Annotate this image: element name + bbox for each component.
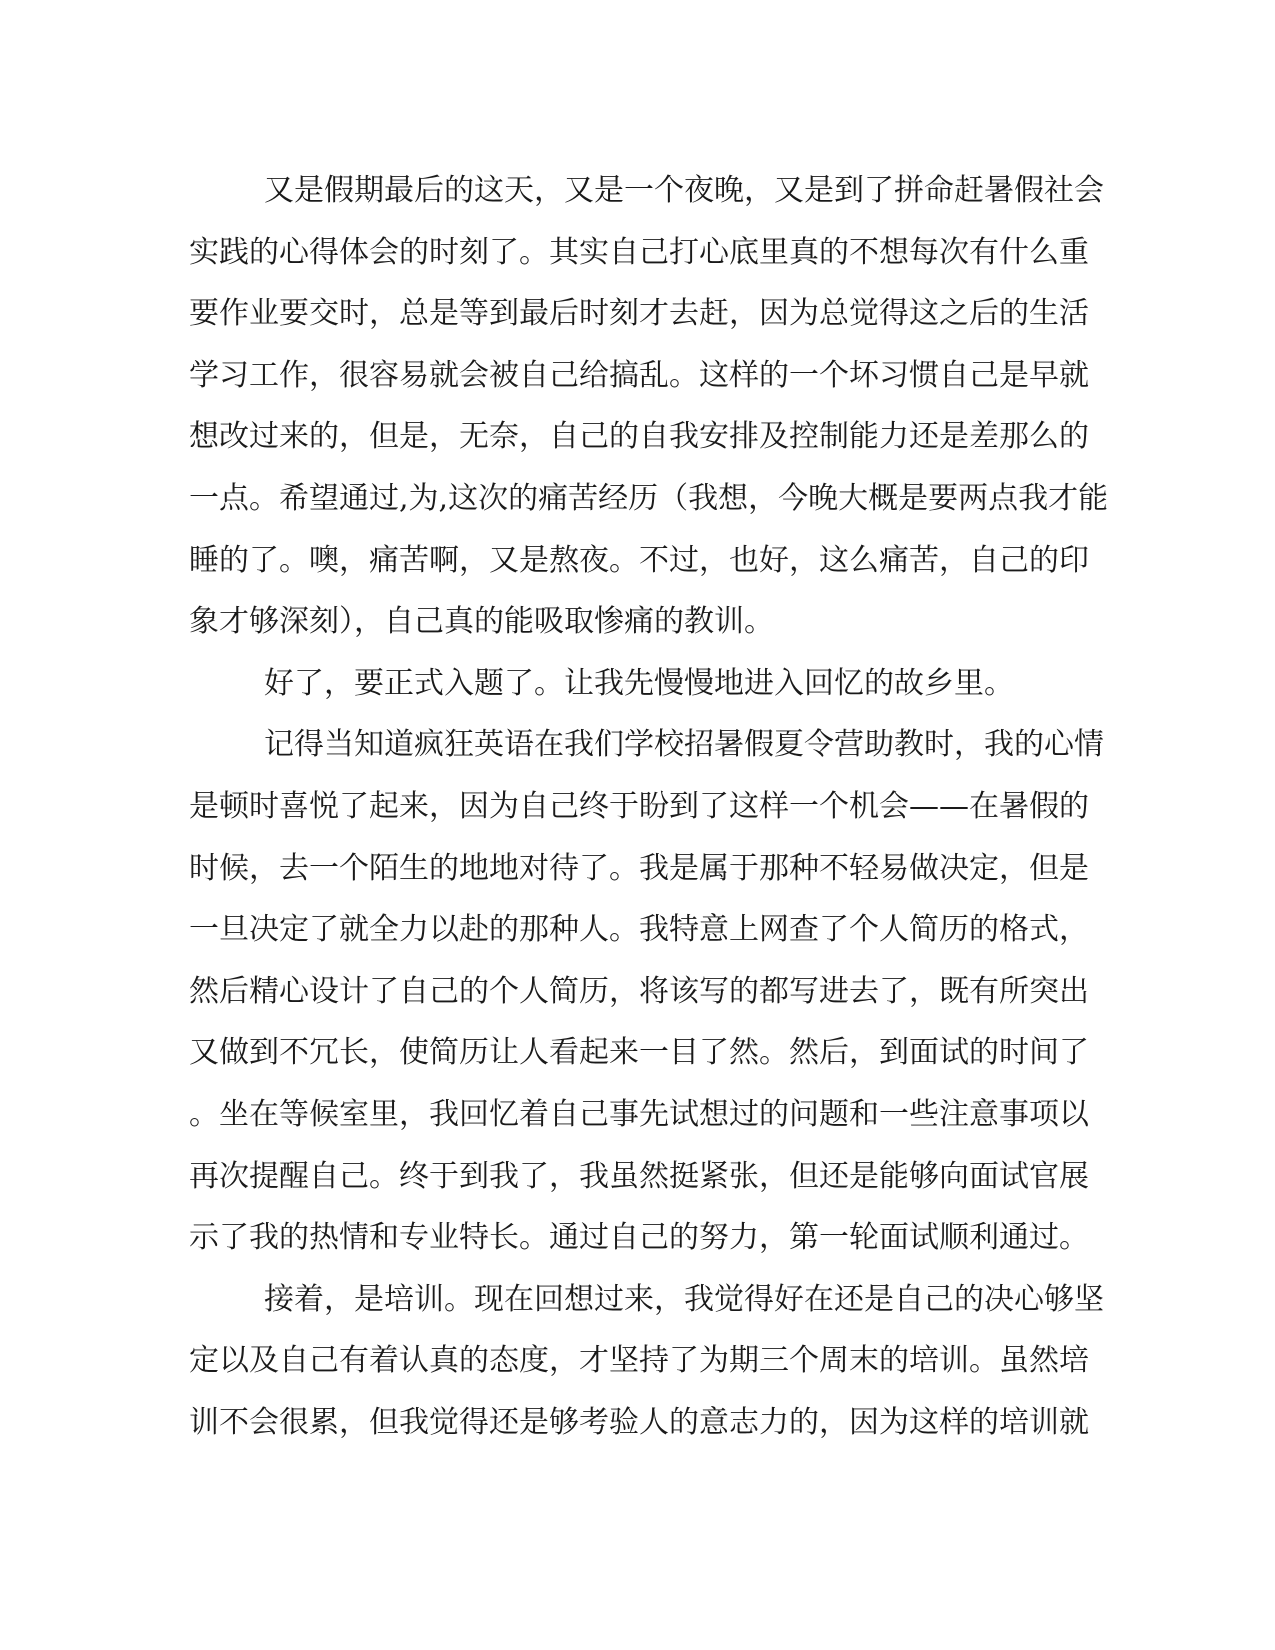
- paragraph-4-line-3: 训不会很累，但我觉得还是够考验人的意志力的，因为这样的培训就: [189, 1404, 1089, 1440]
- paragraph-4-line-1: 接着，是培训。现在回想过来，我觉得好在还是自己的决心够坚: [264, 1281, 1104, 1317]
- paragraph-2-line-1: 好了，要正式入题了。让我先慢慢地进入回忆的故乡里。: [264, 665, 1014, 701]
- paragraph-1-line-4: 学习工作，很容易就会被自己给搞乱。这样的一个坏习惯自己是早就: [189, 357, 1089, 393]
- paragraph-3-line-4: 一旦决定了就全力以赴的那种人。我特意上网查了个人简历的格式，: [189, 912, 1089, 948]
- paragraph-3-line-5: 然后精心设计了自己的个人简历，将该写的都写进去了，既有所突出: [189, 973, 1089, 1009]
- paragraph-3-line-9: 示了我的热情和专业特长。通过自己的努力，第一轮面试顺利通过。: [189, 1220, 1089, 1256]
- paragraph-1-line-7: 睡的了。噢，痛苦啊，又是熬夜。不过，也好，这么痛苦，自己的印: [189, 542, 1089, 578]
- paragraph-3-line-8: 再次提醒自己。终于到我了，我虽然挺紧张，但还是能够向面试官展: [189, 1158, 1089, 1194]
- paragraph-3-line-3: 时候，去一个陌生的地地对待了。我是属于那种不轻易做决定，但是: [189, 850, 1089, 886]
- paragraph-3-line-7: 。坐在等候室里，我回忆着自己事先试想过的问题和一些注意事项以: [189, 1096, 1089, 1132]
- paragraph-3-line-6: 又做到不冗长，使简历让人看起来一目了然。然后，到面试的时间了: [189, 1035, 1089, 1071]
- paragraph-1-line-1: 又是假期最后的这天，又是一个夜晚，又是到了拼命赶暑假社会: [264, 173, 1104, 208]
- paragraph-1-line-8: 象才够深刻），自己真的能吸取惨痛的教训。: [189, 604, 774, 640]
- paragraph-4-line-2: 定以及自己有着认真的态度，才坚持了为期三个周末的培训。虽然培: [189, 1343, 1089, 1379]
- paragraph-1-line-5: 想改过来的，但是，无奈，自己的自我安排及控制能力还是差那么的: [189, 419, 1089, 455]
- document-body: [189, 160, 1109, 1453]
- paragraph-3-line-2: 是顿时喜悦了起来，因为自己终于盼到了这样一个机会——在暑假的: [189, 788, 1089, 824]
- paragraph-1-line-6: 一点。希望通过,为,这次的痛苦经历（我想，今晚大概是要两点我才能: [189, 480, 1109, 516]
- paragraph-3-line-1: 记得当知道疯狂英语在我们学校招暑假夏令营助教时，我的心情: [264, 727, 1104, 763]
- paragraph-1-line-2: 实践的心得体会的时刻了。其实自己打心底里真的不想每次有什么重: [189, 234, 1089, 270]
- paragraph-1-line-3: 要作业要交时，总是等到最后时刻才去赶，因为总觉得这之后的生活: [189, 296, 1089, 332]
